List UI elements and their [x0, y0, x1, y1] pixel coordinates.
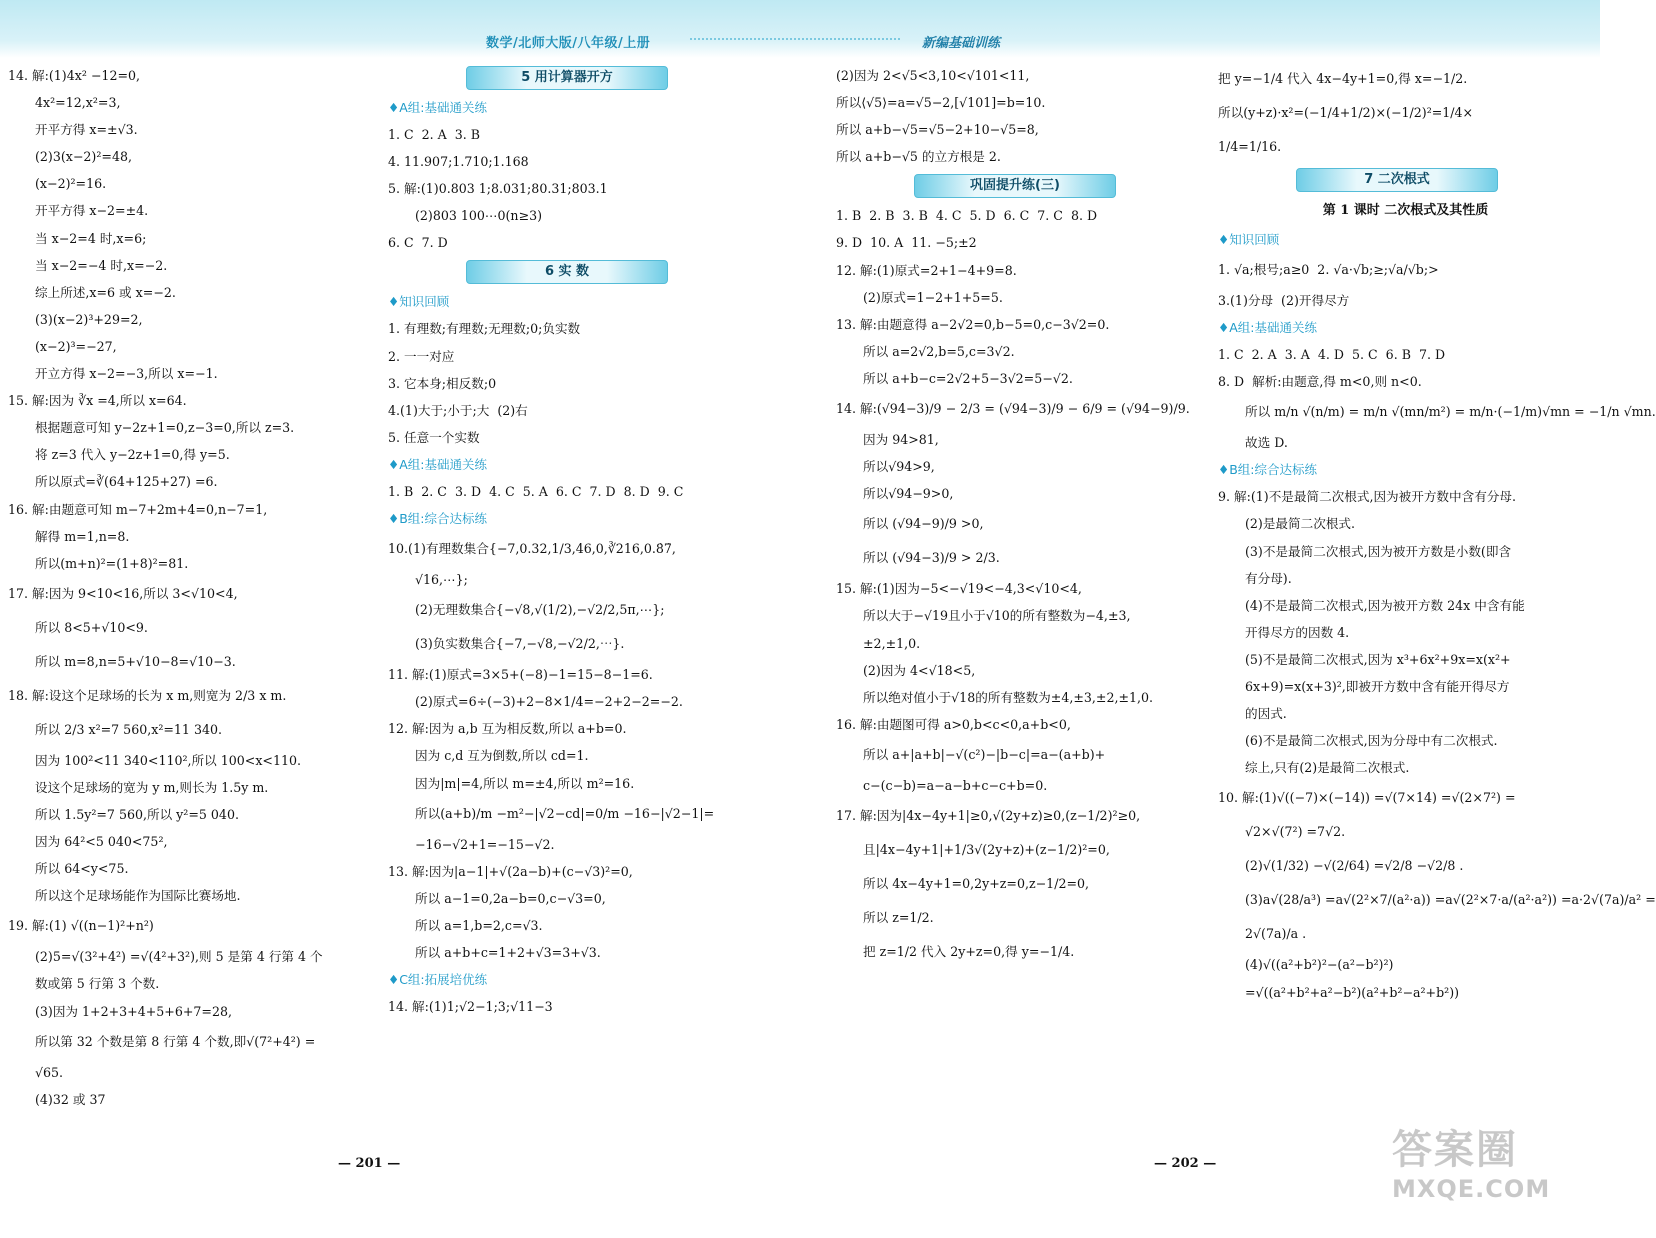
answer-line: (2)803 100⋯0(n≥3) [415, 208, 543, 224]
answer-line: (2)因为 4<√18<5, [863, 662, 976, 678]
book-title: 数学/北师大版/八年级/上册 [486, 36, 651, 51]
answer-line: 1. 有理数;有理数;无理数;0;负实数 [388, 321, 581, 337]
answer-line: 因为|m|=4,所以 m=±4,所以 m²=16. [415, 775, 635, 791]
answer-line: (x−2)²=16. [35, 176, 107, 192]
answer-line: 2√(7a)/a . [1245, 926, 1307, 942]
answer-line: (5)不是最简二次根式,因为 x³+6x²+9x=x(x²+ [1245, 651, 1511, 667]
watermark-text: 答案圈 [1392, 1127, 1518, 1173]
answer-line: 10. 解:(1)√((−7)×(−14)) =√(7×14) =√(2×7²) = [1218, 790, 1516, 806]
answer-line: √65. [35, 1064, 64, 1080]
answer-line: 设这个足球场的宽为 y m,则长为 1.5y m. [35, 779, 269, 795]
answer-line: 将 z=3 代入 y−2z+1=0,得 y=5. [35, 447, 230, 463]
answer-line: (4)不是最简二次根式,因为被开方数 24x 中含有能 [1245, 597, 1525, 613]
answer-line: 所以(m+n)²=(1+8)²=81. [35, 555, 189, 571]
answer-line: 所以 4x−4y+1=0,2y+z=0,z−1/2=0, [863, 875, 1090, 891]
answer-line: ±2,±1,0. [863, 635, 921, 651]
answer-line: 所以 a+b−c=2√2+5−3√2=5−√2. [863, 370, 1073, 386]
answer-line: 因为 100²<11 340<110²,所以 100<x<110. [35, 752, 302, 768]
answer-line: 2. 一一对应 [388, 348, 455, 364]
answer-line: 12. 解:(1)原式=2+1−4+9=8. [836, 262, 1017, 278]
answer-line: 所以 a+b+c=1+2+√3=3+√3. [415, 944, 601, 960]
answer-line: 所以⟨√5⟩=a=√5−2,[√101]=b=10. [836, 95, 1046, 111]
answer-line: 19. 解:(1) √((n−1)²+n²) [8, 918, 154, 934]
answer-line: 11. 解:(1)原式=3×5+(−8)−1=15−8−1=6. [388, 667, 653, 683]
answer-line: (2)无理数集合{−√8,√(1/2),−√2/2,5π,⋯}; [415, 602, 665, 618]
answer-line: √16,⋯}; [415, 572, 468, 588]
answer-line: 开平方得 x=±√3. [35, 122, 138, 138]
answer-line: 16. 解:由题意可知 m−7+2m+4=0,n−7=1, [8, 501, 268, 517]
answer-line: 所以 1.5y²=7 560,所以 y²=5 040. [35, 806, 239, 822]
answer-line: 所以大于−√19且小于√10的所有整数为−4,±3, [863, 608, 1131, 624]
section-banner-6: 6 实 数 [466, 260, 668, 284]
column-2 [388, 62, 792, 1020]
answer-line: 因为 64²<5 040<75², [35, 834, 168, 850]
answer-line: 12. 解:因为 a,b 互为相反数,所以 a+b=0. [388, 721, 627, 737]
answer-line: 因为 94>81, [863, 432, 939, 448]
answer-line: 开得尽方的因数 4. [1245, 624, 1350, 640]
answer-line: 所以(a+b)/m −m²−|√2−cd|=0/m −16−|√2−1|= [415, 805, 715, 821]
watermark-logo [1392, 1118, 1592, 1228]
answer-line: 所以 a+b−√5 的立方根是 2. [836, 149, 1001, 165]
answer-line: 所以绝对值小于√18的所有整数为±4,±3,±2,±1,0. [863, 689, 1154, 705]
answer-line: (3)(x−2)³+29=2, [35, 311, 143, 327]
answer-line: 有分母). [1245, 570, 1292, 586]
answer-line: 1. C 2. A 3. B [388, 127, 481, 142]
answer-line: c−(c−b)=a−a−b+c−c+b=0. [863, 777, 1048, 793]
answer-line: √2×√(7²) =7√2. [1245, 824, 1346, 840]
answer-line: 数或第 5 行第 3 个数. [35, 976, 160, 992]
answer-line: 故选 D. [1245, 435, 1288, 451]
answer-line: (3)负实数集合{−7,−√8,−√2/2,⋯}. [415, 636, 625, 652]
answer-line: 3. 它本身;相反数;0 [388, 375, 497, 391]
answer-line: 8. D 解析:由题意,得 m<0,则 n<0. [1218, 374, 1422, 390]
answer-line: 4.(1)大于;小于;大 (2)右 [388, 402, 528, 418]
answer-line: 所以√94>9, [863, 459, 935, 475]
page-number-left: — 201 — [338, 1156, 401, 1171]
answer-line: 当 x−2=4 时,x=6; [35, 230, 147, 246]
answer-line: 所以 z=1/2. [863, 909, 934, 925]
answer-line: 所以 a−1=0,2a−b=0,c−√3=0, [415, 890, 606, 906]
answer-line: 所以 2/3 x²=7 560,x²=11 340. [35, 721, 222, 737]
answer-line: 3.(1)分母 (2)开得尽方 [1218, 293, 1350, 308]
column-3 [836, 62, 1206, 969]
answer-line: 所以 m/n √(n/m) = m/n √(mn/m²) = m/n·(−1/m)√mn = −1/n √mn. [1245, 404, 1656, 420]
review-heading: ♦知识回顾 [388, 294, 450, 310]
answer-line: 把 y=−1/4 代入 4x−4y+1=0,得 x=−1/2. [1218, 71, 1468, 86]
answer-line: 解得 m=1,n=8. [35, 528, 130, 544]
answer-line: 且|4x−4y+1|+1/3√(2y+z)+(z−1/2)²=0, [863, 841, 1110, 857]
answer-line: 6x+9)=x(x+3)²,即被开方数中含有能开得尽方 [1245, 679, 1510, 695]
answer-line: 所以 (√94−9)/9 >0, [863, 516, 984, 532]
answer-line: 所以 a+|a+b|−√(c²)−|b−c|=a−(a+b)+ [863, 746, 1106, 762]
answer-line: 5. 解:(1)0.803 1;8.031;80.31;803.1 [388, 181, 608, 197]
lesson-title: 第 1 课时 二次根式及其性质 [1322, 203, 1489, 218]
answer-line: 6. C 7. D [388, 235, 448, 251]
answer-line: (x−2)³=−27, [35, 338, 117, 354]
answer-line: 开平方得 x−2=±4. [35, 203, 149, 219]
answer-line: (2)5=√(3²+4²) =√(4²+3²),则 5 是第 4 行第 4 个 [35, 949, 323, 965]
answer-line: =√((a²+b²+a²−b²)(a²+b²−a²+b²)) [1245, 984, 1460, 1000]
answer-line: 所以√94−9>0, [863, 486, 954, 502]
group-b-heading: ♦B组:综合达标练 [1218, 462, 1317, 478]
answer-line: 所以 a=2√2,b=5,c=3√2. [863, 343, 1015, 359]
answer-line: 所以(y+z)·x²=(−1/4+1/2)×(−1/2)²=1/4× [1218, 105, 1474, 120]
answer-line: 9. D 10. A 11. −5;±2 [836, 235, 977, 251]
answer-line: 13. 解:因为|a−1|+√(2a−b)+(c−√3)²=0, [388, 863, 633, 879]
group-a-heading: ♦A组:基础通关练 [1218, 320, 1317, 336]
answer-line: (6)不是最简二次根式,因为分母中有二次根式. [1245, 733, 1498, 749]
answer-line: 的因式. [1245, 706, 1287, 722]
answer-line: 综上所述,x=6 或 x=−2. [35, 284, 176, 300]
answer-line: 根据题意可知 y−2z+1=0,z−3=0,所以 z=3. [35, 420, 295, 436]
answer-line: 14. 解:(√94−3)/9 − 2/3 = (√94−3)/9 − 6/9 = (√94−9)/9. [836, 401, 1190, 417]
answer-line: 4x²=12,x²=3, [35, 95, 121, 111]
answer-line: −16−√2+1=−15−√2. [415, 836, 555, 852]
column-4 [1218, 62, 1656, 1006]
answer-line: (2)3(x−2)²=48, [35, 149, 132, 165]
answer-line: 1. C 2. A 3. A 4. D 5. C 6. B 7. D [1218, 347, 1446, 363]
header-band [0, 0, 1600, 58]
answer-line: 所以 m=8,n=5+√10−8=√10−3. [35, 653, 236, 669]
answer-line: (2)因为 2<√5<3,10<√101<11, [836, 68, 1030, 83]
answer-line: 开立方得 x−2=−3,所以 x=−1. [35, 366, 218, 382]
answer-line: 15. 解:因为 ∛x =4,所以 x=64. [8, 393, 187, 409]
group-b-heading: ♦B组:综合达标练 [388, 511, 487, 527]
answer-line: 13. 解:由题意得 a−2√2=0,b−5=0,c−3√2=0. [836, 316, 1110, 332]
answer-line: 所以这个足球场能作为国际比赛场地. [35, 888, 241, 904]
answer-line: 所以 8<5+√10<9. [35, 619, 148, 635]
answer-line: 16. 解:由题图可得 a>0,b<c<0,a+b<0, [836, 716, 1071, 732]
group-a-heading: ♦A组:基础通关练 [388, 100, 487, 115]
group-c-heading: ♦C组:拓展培优练 [388, 972, 488, 988]
answer-line: 把 z=1/2 代入 2y+z=0,得 y=−1/4. [863, 943, 1075, 959]
answer-line: (3)因为 1+2+3+4+5+6+7=28, [35, 1003, 233, 1019]
section-banner-5: 5 用计算器开方 [466, 66, 668, 90]
series-brand: 新编基础训练 [922, 36, 1001, 51]
answer-line: 15. 解:(1)因为−5<−√19<−4,3<√10<4, [836, 581, 1082, 597]
answer-line: (4)√((a²+b²)²−(a²−b²)²) [1245, 957, 1394, 973]
answer-line: (3)a√(28/a³) =a√(2²×7/(a²·a)) =a√(2²×7·a/(a²·a²)) =a·2√(7a)/a² = [1245, 892, 1656, 908]
answer-line: (2)原式=1−2+1+5=5. [863, 289, 1003, 305]
watermark-url: MXQE.COM [1392, 1175, 1551, 1203]
group-a-heading: ♦A组:基础通关练 [388, 456, 487, 472]
review-heading: ♦知识回顾 [1218, 232, 1280, 247]
answer-line: (4)32 或 37 [35, 1091, 106, 1107]
answer-line: 所以 a=1,b=2,c=√3. [415, 917, 543, 933]
answer-line: (2)原式=6÷(−3)+2−8×1/4=−2+2−2=−2. [415, 694, 683, 710]
answer-line: 17. 解:因为 9<10<16,所以 3<√10<4, [8, 585, 238, 601]
answer-line: 1/4=1/16. [1218, 139, 1282, 154]
answer-line: 1. B 2. B 3. B 4. C 5. D 6. C 7. C 8. D [836, 208, 1098, 224]
answer-line: 10.(1)有理数集合{−7,0.32,1/3,46,0,∛216,0.8̇7̇, [388, 541, 676, 557]
header-dotted-rule [690, 38, 900, 48]
answer-line: 所以原式=∛(64+125+27) =6. [35, 474, 218, 490]
answer-line: 5. 任意一个实数 [388, 429, 480, 445]
answer-line: (2)√(1/32) −√(2/64) =√2/8 −√2/8 . [1245, 858, 1464, 874]
section-banner-review-3: 巩固提升练(三) [914, 174, 1116, 198]
answer-line: 14. 解:(1)4x² −12=0, [8, 68, 141, 83]
answer-line: 14. 解:(1)1;√2−1;3;√11−3 [388, 999, 553, 1015]
page-number-right: — 202 — [1154, 1156, 1217, 1171]
answer-line: 所以 64<y<75. [35, 861, 129, 877]
answer-line: 综上,只有(2)是最简二次根式. [1245, 760, 1410, 776]
answer-line: (2)是最简二次根式. [1245, 516, 1355, 532]
answer-line: 9. 解:(1)不是最简二次根式,因为被开方数中含有分母. [1218, 489, 1516, 505]
answer-line: 4. 11.907;1.710;1.168 [388, 154, 529, 170]
answer-line: 1. √a;根号;a≥0 2. √a·√b;≥;√a/√b;> [1218, 262, 1439, 277]
answer-line: 因为 c,d 互为倒数,所以 cd=1. [415, 748, 589, 764]
answer-line: 18. 解:设这个足球场的长为 x m,则宽为 2/3 x m. [8, 687, 287, 703]
answer-line: 当 x−2=−4 时,x=−2. [35, 257, 168, 273]
answer-line: 所以第 32 个数是第 8 行第 4 个数,即√(7²+4²) = [35, 1033, 316, 1049]
column-1 [8, 62, 380, 1113]
section-banner-7: 7 二次根式 [1296, 168, 1498, 192]
answer-line: 所以 (√94−3)/9 > 2/3. [863, 550, 1000, 566]
answer-line: 17. 解:因为|4x−4y+1|≥0,√(2y+z)≥0,(z−1/2)²≥0, [836, 807, 1141, 823]
answer-line: (3)不是最简二次根式,因为被开方数是小数(即含 [1245, 543, 1512, 559]
answer-line: 所以 a+b−√5=√5−2+10−√5=8, [836, 122, 1039, 138]
answer-line: 1. B 2. C 3. D 4. C 5. A 6. C 7. D 8. D 9. C [388, 483, 684, 499]
